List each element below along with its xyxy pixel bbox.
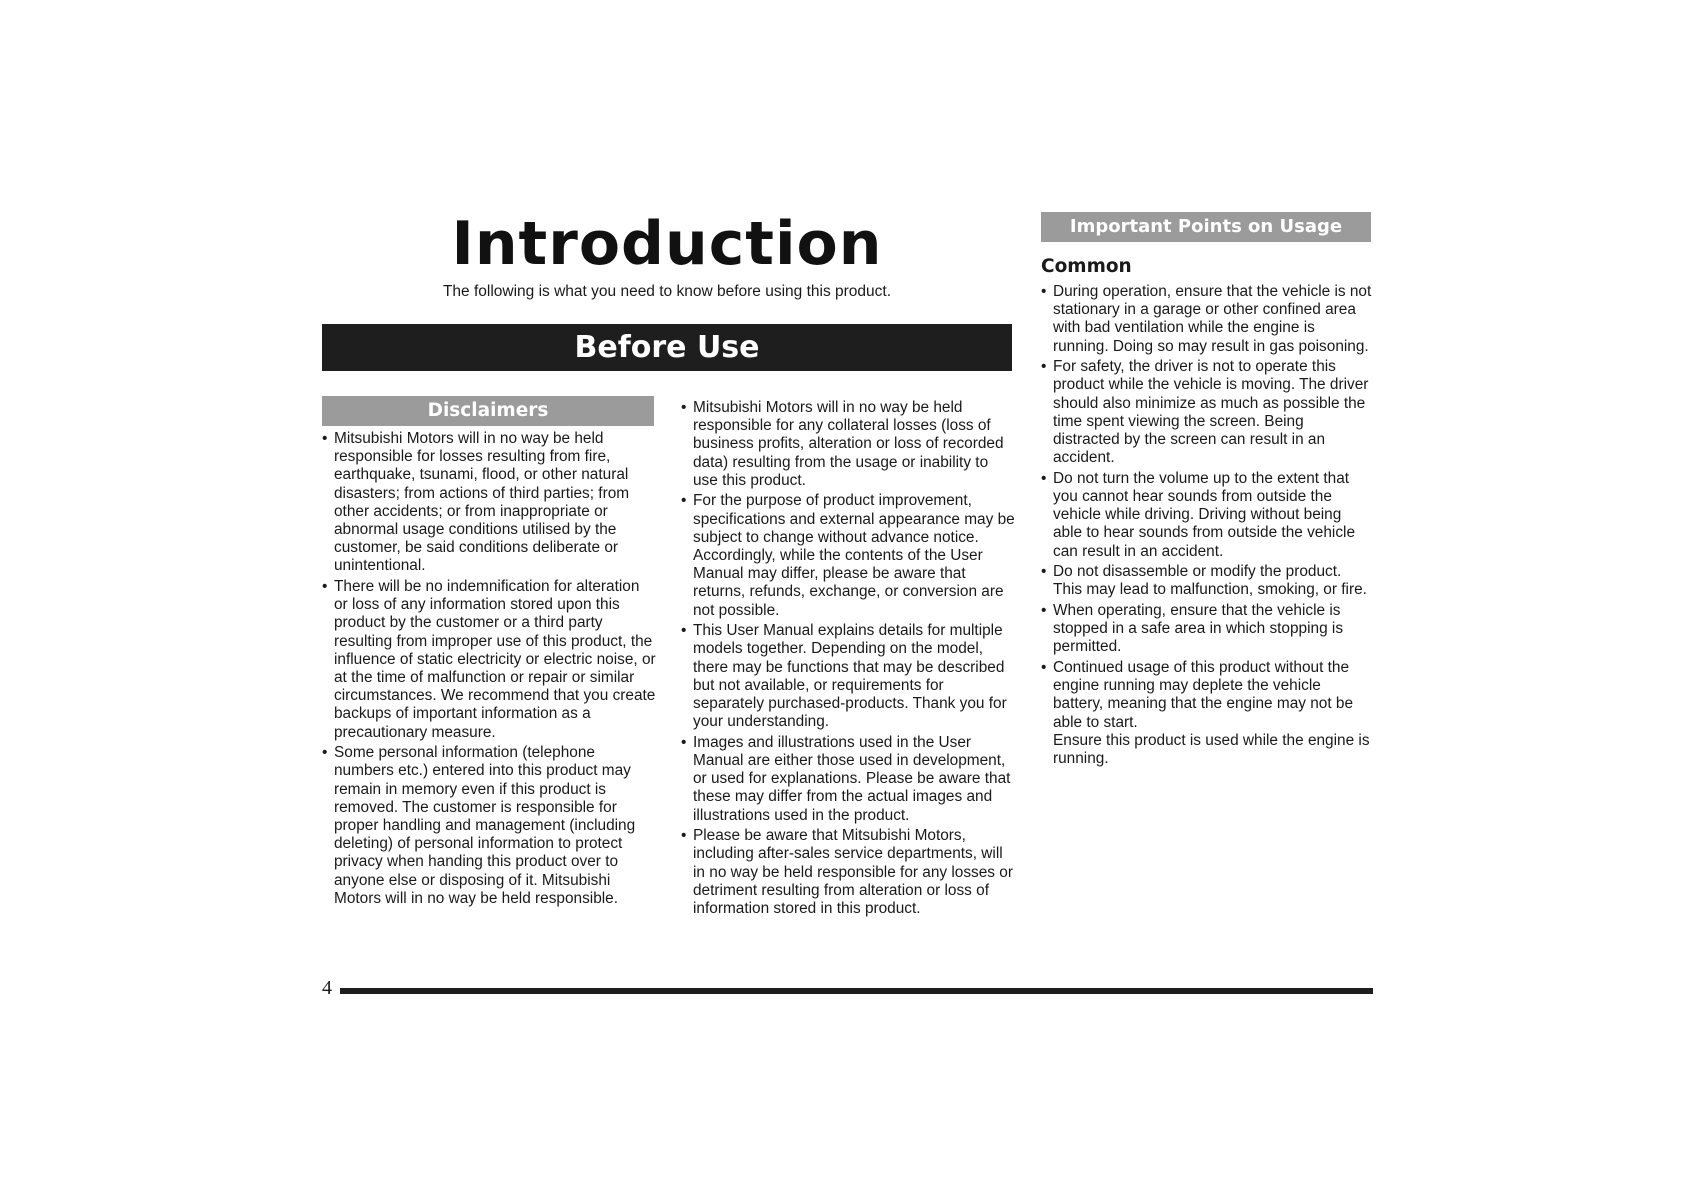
- important-points-heading: Important Points on Usage: [1041, 212, 1371, 242]
- list-item: • When operating, ensure that the vehicle is stopped in a safe area in which stopping is permitted.: [1041, 602, 1373, 657]
- list-item: • Do not turn the volume up to the extent that you cannot hear sounds from outside the vehicle while driving. Driving without being able to hear sounds from outside the vehicle can result in an accident.: [1041, 470, 1373, 561]
- list-item: • Images and illustrations used in the User Manual are either those used in development, or used for explanations. Please be aware that these may differ from the actual images and illustrations used in the product.: [681, 734, 1015, 825]
- list-item: • Mitsubishi Motors will in no way be held responsible for losses resulting from fire, earthquake, tsunami, flood, or other natural disasters; from actions of third parties; from other accidents; or from inappropriate or abnormal usage conditions utilised by the customer, be said conditions deliberate or unintentional.: [322, 430, 656, 576]
- important-points-list: [1041, 283, 1373, 771]
- list-item: • Do not disassemble or modify the product. This may lead to malfunction, smoking, or fire.: [1041, 563, 1373, 599]
- list-item-followup: Ensure this product is used while the engine is running.: [1053, 731, 1370, 768]
- disclaimers-list-column-2: [681, 399, 1015, 921]
- page-subtitle: The following is what you need to know before using this product.: [442, 283, 892, 300]
- list-item: • Mitsubishi Motors will in no way be held responsible for any collateral losses (loss of business profits, alteration or loss of recorded data) resulting from the usage or inability to use this product.: [681, 399, 1015, 490]
- before-use-banner: Before Use: [322, 324, 1012, 371]
- list-item: • Please be aware that Mitsubishi Motors, including after-sales service departments, will in no way be held responsible for any losses or detriment resulting from alteration or loss of information stored in this product.: [681, 827, 1015, 918]
- list-item: • During operation, ensure that the vehicle is not stationary in a garage or other confined area with bad ventilation while the engine is running. Doing so may result in gas poisoning.: [1041, 283, 1373, 356]
- disclaimers-list-column-1: [322, 430, 656, 910]
- footer-rule: [340, 988, 1373, 994]
- list-item: [1041, 659, 1373, 768]
- disclaimers-heading: Disclaimers: [322, 396, 654, 426]
- list-item: • There will be no indemnification for alteration or loss of any information stored upon this product by the customer or a third party resulting from improper use of this product, the influence of static electricity or electric noise, or at the time of malfunction or repair or similar circumstances. We recommend that you create backups of important information as a precautionary measure.: [322, 578, 656, 742]
- list-item: • Some personal information (telephone numbers etc.) entered into this product may remain in memory even if this product is removed. The customer is responsible for proper handling and management (including deleting) of personal information to protect privacy when handing this product over to anyone else or disposing of it. Mitsubishi Motors will in no way be held responsible.: [322, 744, 656, 908]
- list-item-text: Continued usage of this product without the engine running may deplete the vehicle battery, meaning that the engine may not be able to start.: [1053, 659, 1354, 731]
- list-item: • For the purpose of product improvement, specifications and external appearance may be subject to change without advance notice. Accordingly, while the contents of the User Manual may differ, please be aware that returns, refunds, exchange, or conversion are not possible.: [681, 492, 1015, 619]
- page-number: 4: [322, 977, 332, 999]
- page-title: Introduction: [451, 209, 883, 279]
- list-item: • For safety, the driver is not to operate this product while the vehicle is moving. The driver should also minimize as much as possible the time spent viewing the screen. Being distracted by the screen can result in an accident.: [1041, 358, 1373, 467]
- common-subheading: Common: [1041, 256, 1132, 277]
- list-item: • This User Manual explains details for multiple models together. Depending on the model, there may be functions that may be described but not available, or requirements for separately purchased-products. Thank you for your understanding.: [681, 622, 1015, 731]
